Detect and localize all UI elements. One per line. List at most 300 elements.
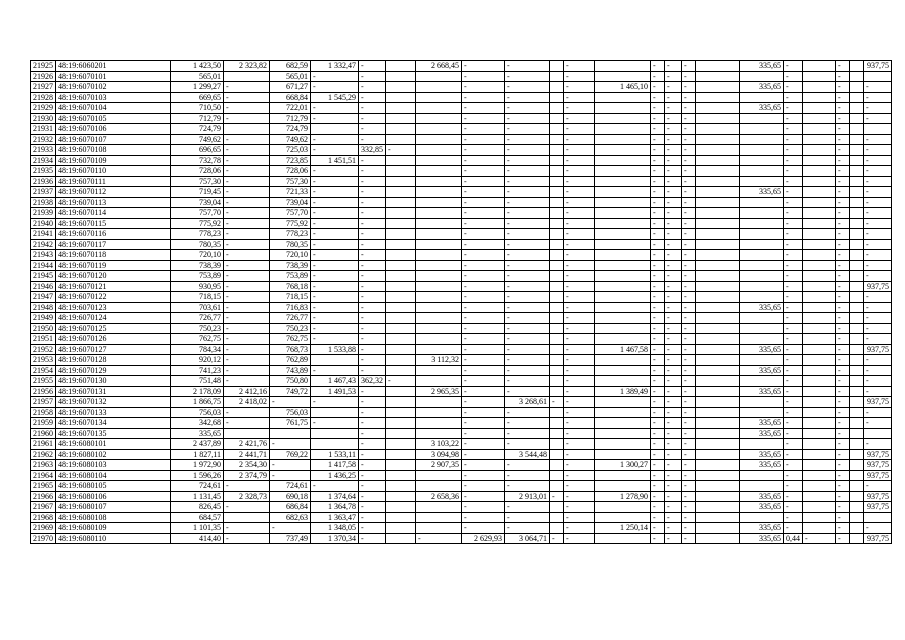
value-cell	[850, 302, 864, 313]
value-cell: 920,12	[171, 355, 224, 366]
value-cell	[386, 439, 416, 450]
row-number-cell: 21946	[31, 281, 56, 292]
value-cell	[416, 260, 462, 271]
value-cell: -	[784, 323, 803, 334]
value-cell: -	[836, 397, 850, 408]
value-cell	[386, 407, 416, 418]
value-cell: -	[864, 439, 892, 450]
value-cell: 937,75	[864, 344, 892, 355]
value-cell	[550, 113, 564, 124]
value-cell: -	[836, 481, 850, 492]
value-cell	[803, 113, 836, 124]
value-cell: -	[864, 481, 892, 492]
value-cell	[595, 397, 651, 408]
value-cell: -	[462, 302, 505, 313]
value-cell: 1 299,27	[171, 82, 224, 93]
value-cell: -	[682, 491, 696, 502]
value-cell	[850, 533, 864, 544]
value-cell	[803, 145, 836, 156]
value-cell: -	[784, 155, 803, 166]
value-cell: -	[359, 365, 386, 376]
value-cell: 726,77	[270, 313, 311, 324]
value-cell	[550, 281, 564, 292]
value-cell: -	[505, 323, 550, 334]
row-number-cell: 21958	[31, 407, 56, 418]
value-cell: -	[665, 92, 682, 103]
value-cell	[850, 155, 864, 166]
data-table	[30, 60, 892, 544]
value-cell: -	[564, 281, 595, 292]
table-row	[31, 323, 892, 334]
value-cell: -	[462, 502, 505, 513]
value-cell: 3 064,71	[505, 533, 550, 544]
value-cell: -	[665, 250, 682, 261]
value-cell: -	[505, 313, 550, 324]
value-cell	[416, 197, 462, 208]
value-cell: -	[651, 134, 665, 145]
value-cell: 2 965,35	[416, 386, 462, 397]
value-cell: -	[864, 386, 892, 397]
value-cell: 335,65	[740, 61, 784, 72]
value-cell: -	[682, 365, 696, 376]
value-cell: -	[359, 61, 386, 72]
value-cell: -	[224, 92, 270, 103]
value-cell: -	[311, 176, 359, 187]
value-cell: -	[564, 449, 595, 460]
value-cell	[386, 61, 416, 72]
table-body	[31, 61, 892, 544]
value-cell: 937,75	[864, 491, 892, 502]
row-number-cell: 21932	[31, 134, 56, 145]
value-cell: -	[682, 197, 696, 208]
value-cell: 335,65	[740, 460, 784, 471]
cadastral-number-cell: 48:19:6070135	[56, 428, 171, 439]
value-cell: -	[651, 229, 665, 240]
value-cell: -	[651, 470, 665, 481]
value-cell: -	[462, 323, 505, 334]
value-cell	[696, 533, 740, 544]
value-cell: -	[359, 271, 386, 282]
value-cell: -	[665, 124, 682, 135]
value-cell	[850, 334, 864, 345]
value-cell: -	[665, 260, 682, 271]
value-cell: -	[564, 428, 595, 439]
value-cell: 723,85	[270, 155, 311, 166]
row-number-cell: 21940	[31, 218, 56, 229]
cadastral-number-cell: 48:19:6070123	[56, 302, 171, 313]
value-cell	[850, 229, 864, 240]
value-cell	[595, 418, 651, 429]
value-cell: -	[311, 365, 359, 376]
value-cell: 739,04	[270, 197, 311, 208]
value-cell	[803, 208, 836, 219]
value-cell: 335,65	[740, 82, 784, 93]
value-cell	[803, 166, 836, 177]
value-cell	[386, 103, 416, 114]
value-cell	[803, 470, 836, 481]
value-cell: -	[784, 61, 803, 72]
value-cell: -	[505, 239, 550, 250]
value-cell: 690,18	[270, 491, 311, 502]
value-cell: -	[224, 292, 270, 303]
cadastral-number-cell: 48:19:6070130	[56, 376, 171, 387]
value-cell	[416, 218, 462, 229]
value-cell	[550, 334, 564, 345]
value-cell: -	[386, 376, 416, 387]
value-cell: 335,65	[740, 344, 784, 355]
value-cell: -	[651, 82, 665, 93]
value-cell	[416, 313, 462, 324]
value-cell: -	[651, 292, 665, 303]
cadastral-number-cell: 48:19:6070129	[56, 365, 171, 376]
value-cell: -	[359, 334, 386, 345]
value-cell: -	[864, 365, 892, 376]
value-cell: -	[505, 302, 550, 313]
value-cell: -	[665, 313, 682, 324]
value-cell	[803, 134, 836, 145]
value-cell: 335,65	[740, 502, 784, 513]
value-cell	[803, 481, 836, 492]
value-cell: -	[564, 82, 595, 93]
value-cell: -	[682, 134, 696, 145]
value-cell: -	[462, 166, 505, 177]
value-cell: -	[651, 218, 665, 229]
value-cell: -	[564, 512, 595, 523]
value-cell: -	[462, 397, 505, 408]
value-cell	[416, 323, 462, 334]
value-cell: -	[784, 176, 803, 187]
value-cell: -	[359, 523, 386, 534]
row-number-cell: 21961	[31, 439, 56, 450]
value-cell: 741,23	[171, 365, 224, 376]
value-cell	[740, 397, 784, 408]
value-cell	[696, 460, 740, 471]
value-cell	[224, 428, 270, 439]
value-cell: -	[682, 313, 696, 324]
value-cell: -	[784, 302, 803, 313]
value-cell: -	[462, 124, 505, 135]
value-cell	[595, 208, 651, 219]
value-cell	[595, 271, 651, 282]
cadastral-number-cell: 48:19:6070110	[56, 166, 171, 177]
value-cell: -	[665, 460, 682, 471]
value-cell	[803, 449, 836, 460]
value-cell: -	[505, 512, 550, 523]
value-cell	[595, 302, 651, 313]
value-cell: -	[359, 187, 386, 198]
value-cell	[850, 460, 864, 471]
value-cell: -	[682, 82, 696, 93]
value-cell: 937,75	[864, 502, 892, 513]
value-cell	[803, 418, 836, 429]
value-cell	[696, 281, 740, 292]
value-cell	[696, 239, 740, 250]
value-cell: -	[651, 176, 665, 187]
cadastral-number-cell: 48:19:6070108	[56, 145, 171, 156]
value-cell: -	[505, 113, 550, 124]
value-cell	[550, 82, 564, 93]
value-cell: -	[505, 281, 550, 292]
value-cell	[696, 397, 740, 408]
table-row	[31, 512, 892, 523]
value-cell: -	[682, 218, 696, 229]
value-cell	[550, 481, 564, 492]
value-cell: -	[665, 176, 682, 187]
row-number-cell: 21966	[31, 491, 56, 502]
value-cell: 335,65	[740, 523, 784, 534]
value-cell: -	[651, 71, 665, 82]
value-cell: -	[682, 92, 696, 103]
value-cell: -	[564, 323, 595, 334]
value-cell: -	[651, 103, 665, 114]
table-row	[31, 302, 892, 313]
value-cell	[803, 355, 836, 366]
cadastral-number-cell: 48:19:6080107	[56, 502, 171, 513]
value-cell: 757,30	[270, 176, 311, 187]
value-cell	[740, 92, 784, 103]
value-cell: 669,65	[171, 92, 224, 103]
value-cell	[850, 61, 864, 72]
value-cell: -	[665, 82, 682, 93]
value-cell	[386, 260, 416, 271]
row-number-cell: 21933	[31, 145, 56, 156]
value-cell: -	[462, 271, 505, 282]
value-cell	[595, 512, 651, 523]
value-cell	[416, 113, 462, 124]
value-cell: -	[416, 533, 462, 544]
value-cell: -	[784, 208, 803, 219]
value-cell: -	[505, 61, 550, 72]
value-cell: 1 363,47	[311, 512, 359, 523]
value-cell: -	[784, 365, 803, 376]
value-cell: -	[651, 239, 665, 250]
value-cell	[550, 428, 564, 439]
value-cell: -	[836, 113, 850, 124]
value-cell: -	[836, 92, 850, 103]
value-cell	[416, 103, 462, 114]
value-cell: -	[462, 512, 505, 523]
value-cell: -	[462, 218, 505, 229]
value-cell: 1 467,58	[595, 344, 651, 355]
table-row	[31, 145, 892, 156]
value-cell: 342,68	[171, 418, 224, 429]
value-cell: -	[505, 187, 550, 198]
table-row	[31, 386, 892, 397]
value-cell: -	[682, 323, 696, 334]
value-cell: -	[505, 197, 550, 208]
value-cell: -	[359, 428, 386, 439]
value-cell: 716,83	[270, 302, 311, 313]
value-cell: -	[359, 208, 386, 219]
row-number-cell: 21963	[31, 460, 56, 471]
value-cell	[386, 281, 416, 292]
value-cell	[311, 355, 359, 366]
value-cell	[416, 134, 462, 145]
value-cell	[696, 439, 740, 450]
value-cell: -	[359, 418, 386, 429]
value-cell: -	[359, 250, 386, 261]
value-cell: 750,23	[270, 323, 311, 334]
value-cell	[416, 470, 462, 481]
value-cell: -	[311, 302, 359, 313]
cadastral-number-cell: 48:19:6080105	[56, 481, 171, 492]
value-cell: -	[836, 439, 850, 450]
value-cell: -	[682, 260, 696, 271]
value-cell: -	[462, 281, 505, 292]
value-cell	[803, 61, 836, 72]
value-cell	[803, 523, 836, 534]
value-cell: -	[224, 355, 270, 366]
value-cell: -	[224, 418, 270, 429]
value-cell: -	[224, 502, 270, 513]
cadastral-number-cell: 48:19:6070118	[56, 250, 171, 261]
value-cell: -	[359, 386, 386, 397]
value-cell	[224, 71, 270, 82]
value-cell: -	[505, 155, 550, 166]
value-cell: -	[359, 103, 386, 114]
value-cell	[311, 439, 359, 450]
value-cell: 335,65	[740, 491, 784, 502]
cadastral-number-cell: 48:19:6070127	[56, 344, 171, 355]
value-cell: -	[359, 481, 386, 492]
value-cell	[595, 145, 651, 156]
value-cell: 721,33	[270, 187, 311, 198]
value-cell: -	[665, 292, 682, 303]
value-cell: -	[836, 229, 850, 240]
value-cell: -	[864, 271, 892, 282]
value-cell: -	[505, 166, 550, 177]
value-cell	[386, 334, 416, 345]
value-cell: -	[836, 334, 850, 345]
value-cell: -	[651, 334, 665, 345]
value-cell	[386, 512, 416, 523]
value-cell: 937,75	[864, 281, 892, 292]
value-cell: -	[836, 407, 850, 418]
value-cell: -	[864, 197, 892, 208]
value-cell: 743,89	[270, 365, 311, 376]
value-cell: 757,70	[270, 208, 311, 219]
value-cell	[740, 134, 784, 145]
value-cell: -	[505, 439, 550, 450]
value-cell: -	[665, 218, 682, 229]
value-cell: -	[462, 313, 505, 324]
value-cell	[550, 344, 564, 355]
value-cell: 738,39	[171, 260, 224, 271]
value-cell: -	[682, 533, 696, 544]
value-cell	[595, 292, 651, 303]
cadastral-number-cell: 48:19:6070111	[56, 176, 171, 187]
value-cell: 724,61	[270, 481, 311, 492]
value-cell: -	[505, 103, 550, 114]
value-cell: -	[682, 250, 696, 261]
value-cell: -	[864, 250, 892, 261]
value-cell: -	[564, 491, 595, 502]
value-cell: 757,70	[171, 208, 224, 219]
value-cell: -	[359, 113, 386, 124]
value-cell: -	[359, 82, 386, 93]
value-cell: -	[564, 418, 595, 429]
value-cell: -	[311, 187, 359, 198]
value-cell: 749,72	[270, 386, 311, 397]
value-cell	[803, 439, 836, 450]
value-cell: -	[836, 271, 850, 282]
value-cell: -	[784, 134, 803, 145]
value-cell: -	[784, 386, 803, 397]
value-cell: -	[311, 397, 359, 408]
value-cell	[550, 407, 564, 418]
value-cell: -	[462, 418, 505, 429]
value-cell	[696, 113, 740, 124]
table-row	[31, 334, 892, 345]
value-cell: -	[311, 134, 359, 145]
value-cell: 2 437,89	[171, 439, 224, 450]
cadastral-number-cell: 48:19:6070120	[56, 271, 171, 282]
value-cell	[850, 271, 864, 282]
value-cell	[850, 92, 864, 103]
value-cell: -	[359, 229, 386, 240]
value-cell	[386, 313, 416, 324]
value-cell: 769,22	[270, 449, 311, 460]
value-cell: -	[651, 145, 665, 156]
cadastral-number-cell: 48:19:6080108	[56, 512, 171, 523]
value-cell: -	[564, 397, 595, 408]
value-cell	[550, 418, 564, 429]
table-row	[31, 260, 892, 271]
value-cell	[595, 250, 651, 261]
cadastral-number-cell: 48:19:6070117	[56, 239, 171, 250]
value-cell: -	[836, 103, 850, 114]
value-cell	[740, 281, 784, 292]
value-cell: 1 827,11	[171, 449, 224, 460]
value-cell: -	[784, 344, 803, 355]
cadastral-number-cell: 48:19:6070116	[56, 229, 171, 240]
value-cell	[850, 491, 864, 502]
value-cell	[696, 344, 740, 355]
value-cell: -	[864, 334, 892, 345]
value-cell: -	[836, 365, 850, 376]
value-cell: 768,73	[270, 344, 311, 355]
value-cell: 2 323,82	[224, 61, 270, 72]
value-cell: -	[864, 113, 892, 124]
value-cell	[696, 449, 740, 460]
value-cell: -	[784, 460, 803, 471]
value-cell: -	[505, 229, 550, 240]
value-cell	[550, 145, 564, 156]
value-cell: -	[564, 134, 595, 145]
value-cell: -	[836, 82, 850, 93]
table-row	[31, 82, 892, 93]
value-cell	[740, 176, 784, 187]
value-cell: -	[651, 187, 665, 198]
value-cell: -	[505, 71, 550, 82]
value-cell: -	[682, 439, 696, 450]
value-cell	[416, 176, 462, 187]
value-cell: -	[505, 82, 550, 93]
value-cell: -	[784, 82, 803, 93]
value-cell: -	[550, 397, 564, 408]
value-cell: -	[682, 523, 696, 534]
value-cell: 335,65	[740, 418, 784, 429]
value-cell: -	[864, 103, 892, 114]
value-cell: 2 629,93	[462, 533, 505, 544]
value-cell: -	[784, 145, 803, 156]
value-cell: 684,57	[171, 512, 224, 523]
value-cell: -	[784, 187, 803, 198]
value-cell	[550, 470, 564, 481]
value-cell: -	[505, 176, 550, 187]
value-cell	[386, 187, 416, 198]
value-cell: -	[311, 271, 359, 282]
